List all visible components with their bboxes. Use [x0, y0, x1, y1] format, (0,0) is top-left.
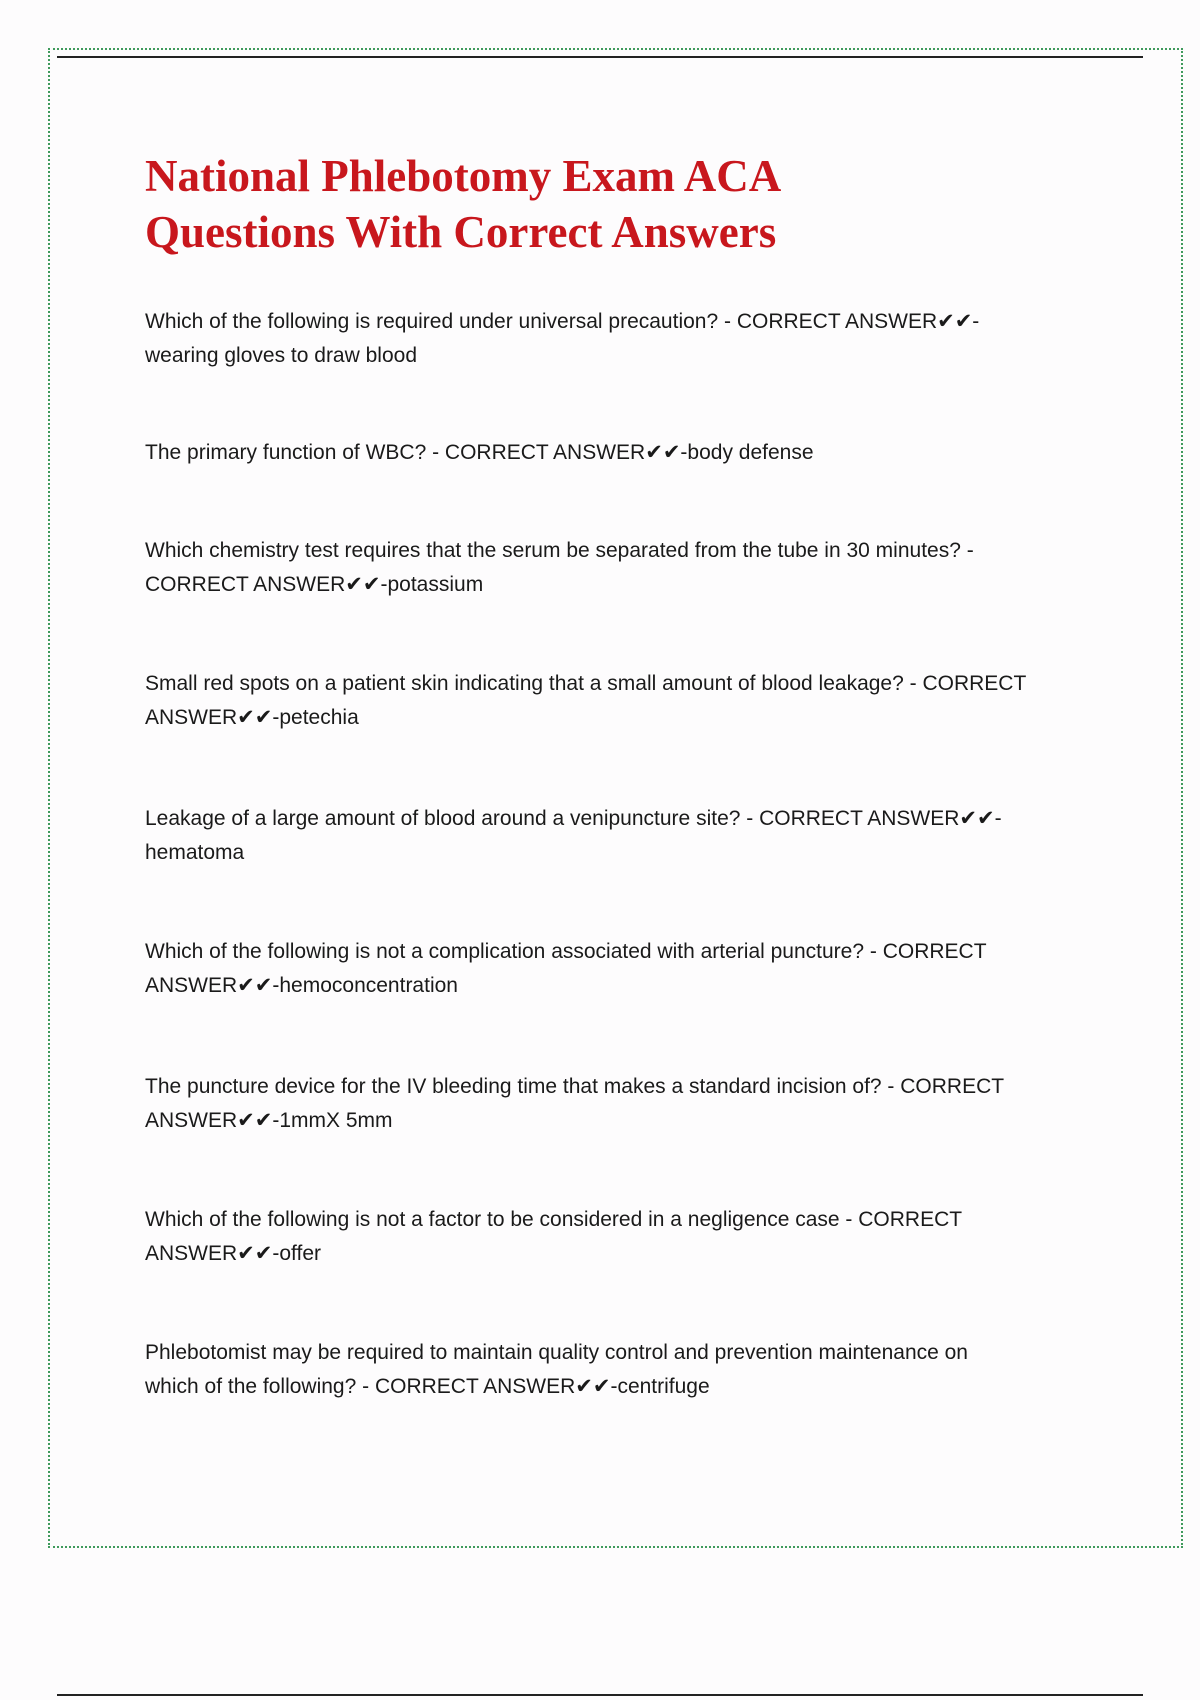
qa-item-text: Small red spots on a patient skin indicating that a small amount of blood leakage? - CORRECT — [145, 672, 1027, 695]
qa-item-2 — [145, 436, 1085, 470]
qa-item-text: ANSWER✔✔-petechia — [145, 706, 359, 729]
qa-item-text: ANSWER✔✔-1mmX 5mm — [145, 1109, 393, 1132]
page-title — [145, 148, 1045, 260]
title-line-1: National Phlebotomy Exam ACA — [145, 151, 782, 201]
qa-item-text: Which of the following is not a factor to be considered in a negligence case - CORRECT — [145, 1208, 963, 1231]
qa-item-text: Leakage of a large amount of blood around a venipuncture site? - CORRECT ANSWER✔✔- — [145, 807, 1002, 830]
qa-item-text: Which chemistry test requires that the serum be separated from the tube in 30 minutes? - — [145, 539, 974, 562]
qa-item-text: The primary function of WBC? - CORRECT ANSWER✔✔-body defense — [145, 441, 814, 464]
qa-item-1 — [145, 305, 1085, 373]
qa-item-text: Phlebotomist may be required to maintain quality control and prevention maintenance on — [145, 1341, 968, 1364]
qa-item-text: Which of the following is not a complication associated with arterial puncture? - CORRECT — [145, 940, 987, 963]
top-rule — [57, 56, 1143, 58]
bottom-rule — [57, 1694, 1143, 1696]
qa-item-text: hematoma — [145, 841, 245, 864]
qa-item-5 — [145, 802, 1085, 870]
qa-item-9 — [145, 1336, 1085, 1404]
qa-item-6 — [145, 935, 1085, 1003]
qa-item-8 — [145, 1203, 1085, 1271]
qa-item-text: CORRECT ANSWER✔✔-potassium — [145, 573, 484, 596]
qa-item-text: ANSWER✔✔-hemoconcentration — [145, 974, 458, 997]
qa-item-text: wearing gloves to draw blood — [145, 344, 417, 367]
qa-item-text: which of the following? - CORRECT ANSWER✔✔-centrifuge — [145, 1375, 710, 1398]
qa-list — [145, 305, 1085, 1404]
title-line-2: Questions With Correct Answers — [145, 207, 777, 257]
qa-item-text: ANSWER✔✔-offer — [145, 1242, 321, 1265]
qa-item-text: Which of the following is required under universal precaution? - CORRECT ANSWER✔✔- — [145, 310, 980, 333]
qa-item-3 — [145, 534, 1085, 602]
qa-item-4 — [145, 667, 1085, 735]
qa-item-7 — [145, 1070, 1085, 1138]
qa-item-text: The puncture device for the IV bleeding time that makes a standard incision of? - CORRECT — [145, 1075, 1005, 1098]
